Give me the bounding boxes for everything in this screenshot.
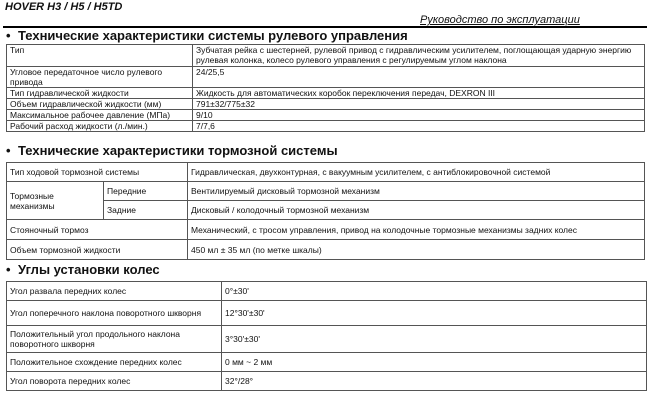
brake-specs-table — [6, 162, 645, 260]
table-row — [7, 182, 645, 201]
spec-value: 7/7,6 — [193, 121, 645, 132]
manual-title: Руководство по эксплуатации — [420, 14, 580, 26]
spec-value: Вентилируемый дисковый тормозной механизм — [188, 182, 645, 201]
spec-label: Угол развала передних колес — [7, 282, 222, 301]
section-title-wheel-alignment: • Углы установки колес — [6, 262, 160, 277]
table-row — [7, 67, 645, 88]
spec-value: Механический, с тросом управления, привод на колодочные тормозные механизмы задних колес — [188, 220, 645, 240]
spec-label: Объем тормозной жидкости — [7, 240, 188, 260]
table-row — [7, 45, 645, 67]
table-row — [7, 372, 647, 391]
table-row — [7, 121, 645, 132]
spec-label: Максимальное рабочее давление (МПа) — [7, 110, 193, 121]
spec-label: Тип — [7, 45, 193, 67]
spec-value: 12°30'±30' — [222, 301, 647, 326]
spec-label: Рабочий расход жидкости (л./мин.) — [7, 121, 193, 132]
spec-value: 24/25,5 — [193, 67, 645, 88]
table-row — [7, 353, 647, 372]
spec-value: 791±32/775±32 — [193, 99, 645, 110]
table-row — [7, 163, 645, 182]
spec-label: Угол поворота передних колес — [7, 372, 222, 391]
spec-value: 3°30'±30' — [222, 326, 647, 353]
spec-value: Гидравлическая, двухконтурная, с вакуумным усилителем, с антиблокировочной системой — [188, 163, 645, 182]
spec-value: 450 мл ± 35 мл (по метке шкалы) — [188, 240, 645, 260]
steering-specs-table — [6, 44, 645, 132]
spec-value: Жидкость для автоматических коробок переключения передач, DEXRON III — [193, 88, 645, 99]
spec-value: Дисковый / колодочный тормозной механизм — [188, 201, 645, 220]
model-title: HOVER H3 / H5 / H5TD — [5, 1, 123, 13]
table-row — [7, 110, 645, 121]
bullet-icon: • — [6, 143, 11, 158]
spec-label: Тормозные механизмы — [7, 182, 104, 220]
spec-sublabel: Передние — [104, 182, 188, 201]
spec-label: Положительное схождение передних колес — [7, 353, 222, 372]
spec-label: Объем гидравлической жидкости (мм) — [7, 99, 193, 110]
spec-label: Угловое передаточное число рулевого привода — [7, 67, 193, 88]
spec-value: Зубчатая рейка с шестерней, рулевой привод с гидравлическим усилителем, поглощающая ударную энергию рулевая колонка, колесо рулевого управления с регулируемым углом наклона — [193, 45, 645, 67]
table-row — [7, 301, 647, 326]
spec-label: Тип гидравлической жидкости — [7, 88, 193, 99]
spec-label: Положительный угол продольного наклона поворотного шкворня — [7, 326, 222, 353]
bullet-icon: • — [6, 28, 11, 43]
section-title-steering: • Технические характеристики системы рулевого управления — [6, 28, 408, 43]
spec-sublabel: Задние — [104, 201, 188, 220]
table-row — [7, 326, 647, 353]
spec-value: 0°±30' — [222, 282, 647, 301]
wheel-alignment-table — [6, 281, 647, 391]
spec-label: Тип ходовой тормозной системы — [7, 163, 188, 182]
table-row — [7, 220, 645, 240]
spec-value: 9/10 — [193, 110, 645, 121]
spec-label: Стояночный тормоз — [7, 220, 188, 240]
bullet-icon: • — [6, 262, 11, 277]
table-row — [7, 99, 645, 110]
spec-value: 32°/28° — [222, 372, 647, 391]
spec-label: Угол поперечного наклона поворотного шкворня — [7, 301, 222, 326]
table-row — [7, 282, 647, 301]
spec-value: 0 мм ~ 2 мм — [222, 353, 647, 372]
table-row — [7, 240, 645, 260]
section-title-brakes: • Технические характеристики тормозной системы — [6, 143, 338, 158]
table-row — [7, 88, 645, 99]
